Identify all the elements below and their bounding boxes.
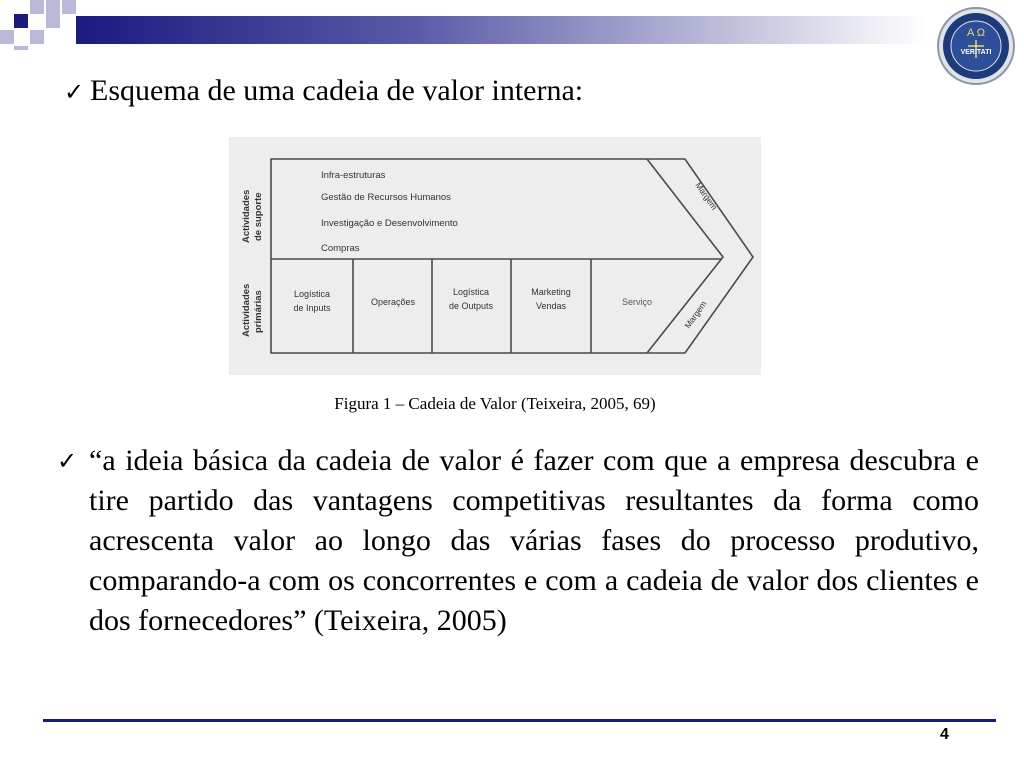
primary-activity: Marketing	[531, 287, 571, 297]
support-activity: Infra-estruturas	[321, 170, 386, 181]
header-square	[46, 0, 60, 14]
header-square	[14, 46, 28, 50]
header-square	[0, 30, 14, 44]
figure-caption: Figura 1 – Cadeia de Valor (Teixeira, 2005, 69)	[334, 394, 656, 413]
primary-activity: de Inputs	[293, 303, 331, 313]
value-chain-figure	[229, 137, 761, 375]
support-group-label: de suporte	[253, 192, 264, 241]
checkmark-icon: ✓	[64, 78, 85, 106]
header-square	[30, 0, 44, 14]
bullet-heading-text: Esquema de uma cadeia de valor interna:	[90, 74, 584, 107]
university-seal-logo	[936, 6, 1016, 86]
primary-activity: Vendas	[535, 301, 567, 311]
page-number: 4	[940, 726, 949, 743]
footer-divider	[43, 719, 996, 722]
margin-label: Margem	[682, 298, 709, 331]
margin-label: Margem	[693, 180, 720, 212]
primary-activity: de Outputs	[448, 301, 494, 311]
primary-activity: Operações	[370, 297, 416, 307]
quote-text: “a ideia básica da cadeia de valor é fazer com que a empresa descubra e tire partido das vantagens competitivas resultantes da forma como acrescenta valor ao longo das várias fases do processo produtivo, comparando-a com os concorrentes e com a cadeia de valor dos clientes e dos fornecedores” (Teixeira, 2005)	[89, 444, 979, 637]
support-activity: Investigação e Desenvolvimento	[321, 218, 458, 229]
checkmark-icon: ✓	[57, 447, 78, 475]
support-activity: Compras	[321, 243, 360, 254]
header-square	[46, 14, 60, 28]
header-gradient-bar	[76, 16, 926, 44]
quote-bullet	[57, 441, 979, 641]
header-band	[0, 0, 1024, 50]
seal-symbols: Α Ω	[966, 27, 986, 39]
header-square	[30, 30, 44, 44]
header-square	[62, 0, 76, 14]
primary-activity: Serviço	[621, 297, 653, 307]
support-activity: Gestão de Recursos Humanos	[321, 192, 451, 203]
support-group-label: Actividades	[241, 189, 252, 243]
seal-text: VERITATI	[960, 49, 992, 56]
primary-group-label: Actividades	[241, 283, 252, 337]
primary-activity: Logística	[452, 287, 490, 297]
bullet-heading	[64, 74, 583, 109]
primary-activity: Logística	[293, 289, 331, 299]
primary-group-label: primárias	[253, 290, 264, 333]
header-square	[14, 14, 28, 28]
